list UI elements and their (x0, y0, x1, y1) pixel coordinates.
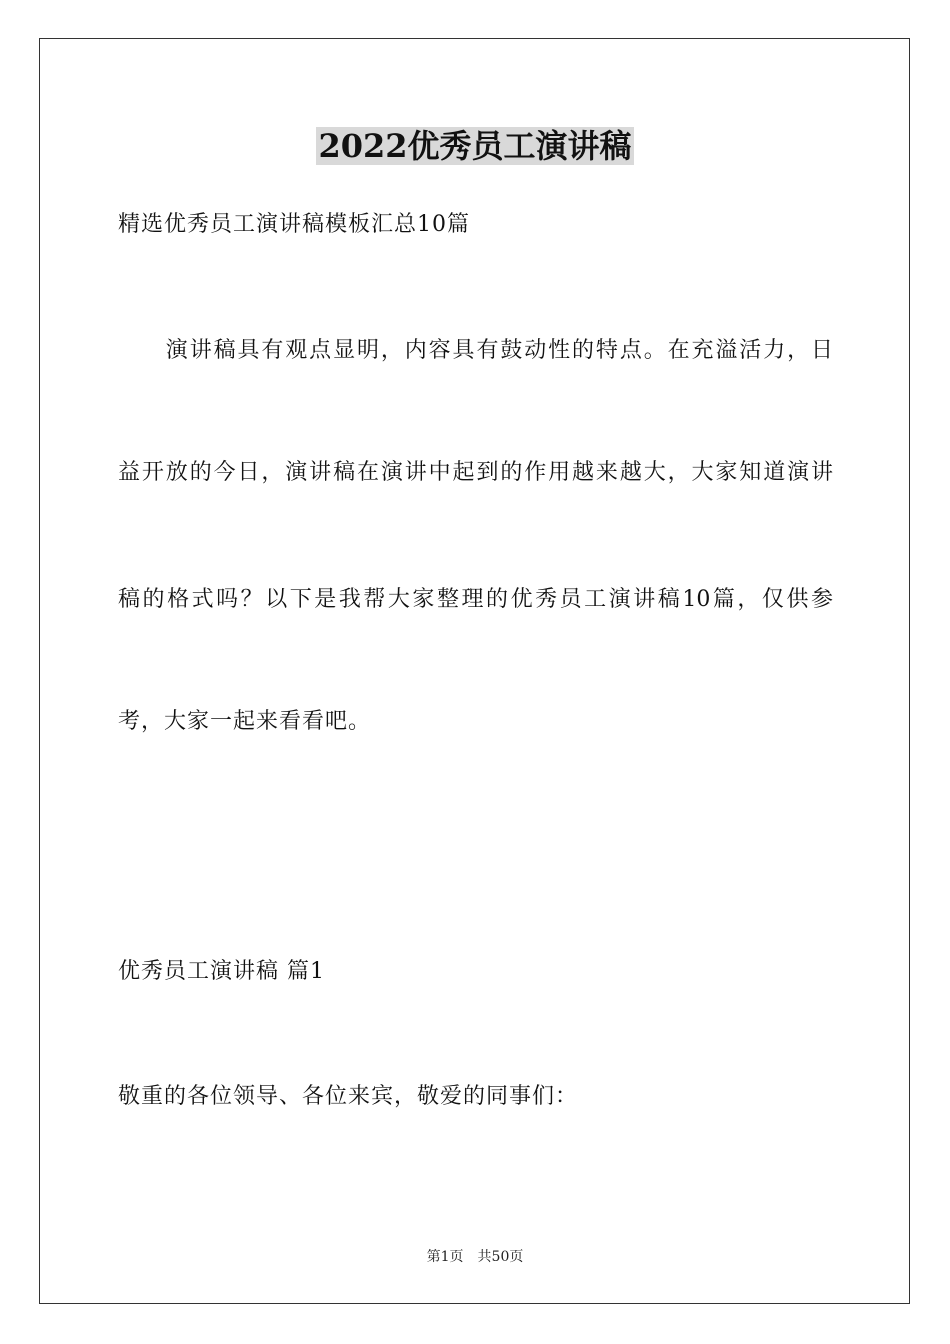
page-total: 共50页 (477, 1249, 524, 1265)
salutation-line: 敬重的各位领导、各位来宾，敬爱的同事们： (118, 1084, 579, 1109)
document-subtitle: 精选优秀员工演讲稿模板汇总10篇 (118, 212, 470, 237)
page-number: 第1页 (426, 1249, 464, 1265)
intro-line-3: 稿的格式吗？以下是我帮大家整理的优秀员工演讲稿10篇，仅供参 (118, 587, 833, 612)
intro-line-4: 考，大家一起来看看吧。 (118, 709, 372, 734)
intro-line-2: 益开放的今日，演讲稿在演讲中起到的作用越来越大，大家知道演讲 (118, 460, 833, 485)
document-title (0, 122, 950, 170)
section-heading: 优秀员工演讲稿 篇1 (118, 959, 325, 984)
page-footer (0, 1247, 950, 1267)
document-title-text: 2022优秀员工演讲稿 (318, 127, 632, 165)
intro-line-1: 演讲稿具有观点显明，内容具有鼓动性的特点。在充溢活力，日 (118, 338, 833, 363)
